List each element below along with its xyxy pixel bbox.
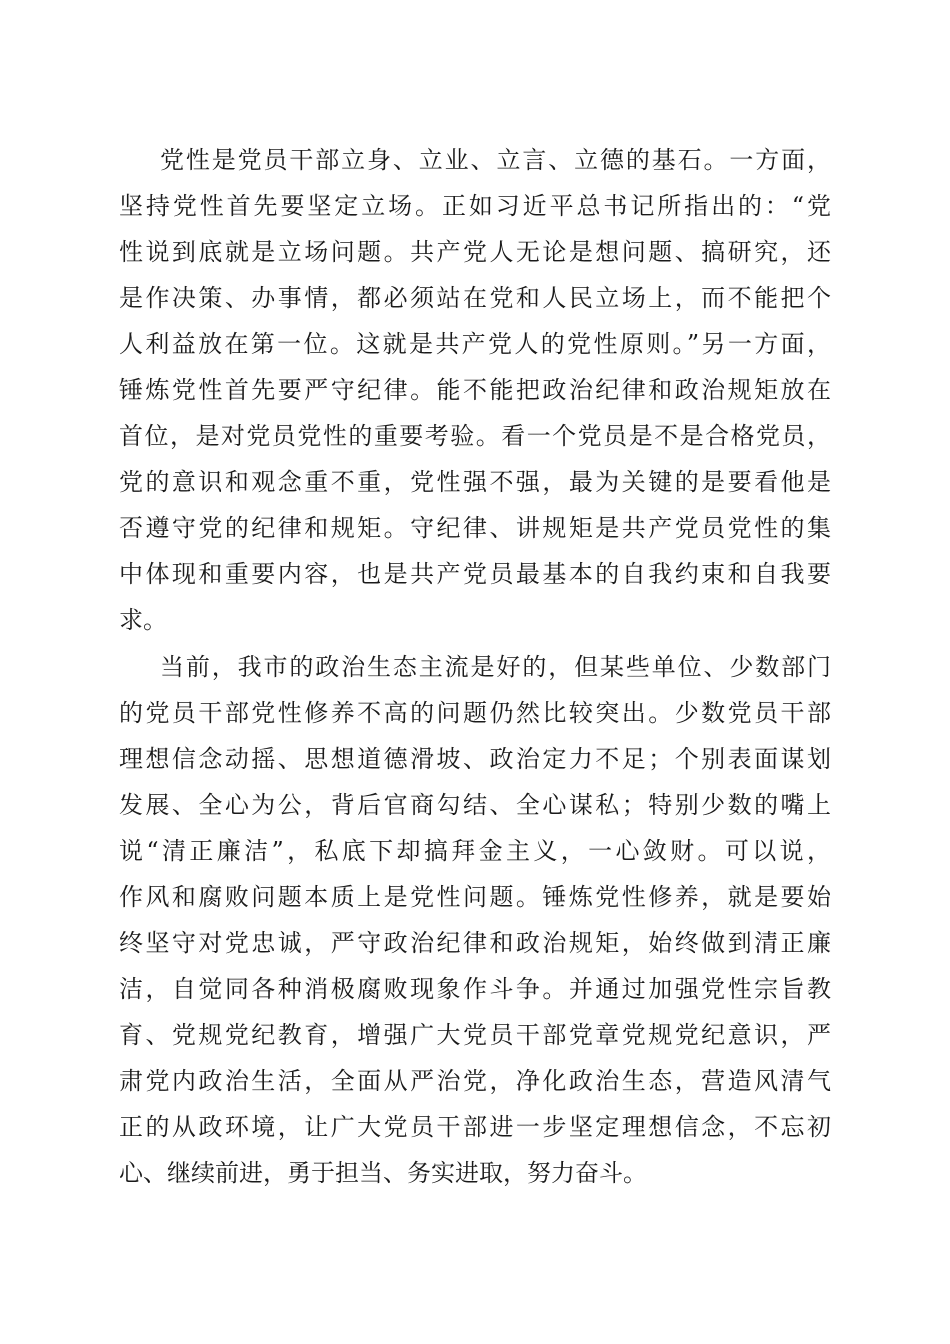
paragraph-line: 否遵守党的纪律和规矩。守纪律、讲规矩是共产党员党性的集 — [119, 514, 831, 542]
paragraph-line: 是作决策、办事情，都必须站在党和人民立场上，而不能把个 — [119, 284, 831, 312]
paragraph-line: 理想信念动摇、思想道德滑坡、政治定力不足；个别表面谋划 — [119, 745, 831, 773]
paragraph-line: 洁，自觉同各种消极腐败现象作斗争。并通过加强党性宗旨教 — [119, 975, 831, 1003]
paragraph-line: 求。 — [119, 606, 167, 634]
paragraph-line: 坚持党性首先要坚定立场。正如习近平总书记所指出的：“党 — [119, 192, 831, 220]
paragraph-line: 终坚守对党忠诚，严守政治纪律和政治规矩，始终做到清正廉 — [119, 929, 831, 957]
paragraph-line: 当前，我市的政治生态主流是好的，但某些单位、少数部门 — [160, 653, 831, 681]
paragraph-line: 锤炼党性首先要严守纪律。能不能把政治纪律和政治规矩放在 — [119, 376, 831, 404]
paragraph-line: 人利益放在第一位。这就是共产党人的党性原则。”另一方面， — [119, 330, 831, 358]
paragraph-line: 正的从政环境，让广大党员干部进一步坚定理想信念，不忘初 — [119, 1113, 831, 1141]
paragraph-line: 发展、全心为公，背后官商勾结、全心谋私；特别少数的嘴上 — [119, 791, 831, 819]
paragraph-line: 性说到底就是立场问题。共产党人无论是想问题、搞研究，还 — [119, 238, 831, 266]
paragraph-line: 育、党规党纪教育，增强广大党员干部党章党规党纪意识，严 — [119, 1021, 831, 1049]
paragraph-line: 心、继续前进，勇于担当、务实进取，努力奋斗。 — [119, 1159, 647, 1187]
paragraph-line: 作风和腐败问题本质上是党性问题。锤炼党性修养，就是要始 — [119, 883, 831, 911]
paragraph-line: 党性是党员干部立身、立业、立言、立德的基石。一方面， — [160, 146, 831, 174]
paragraph-line: 肃党内政治生活，全面从严治党，净化政治生态，营造风清气 — [119, 1067, 831, 1095]
paragraph-line: 首位，是对党员党性的重要考验。看一个党员是不是合格党员， — [119, 422, 831, 450]
paragraph-line: 的党员干部党性修养不高的问题仍然比较突出。少数党员干部 — [119, 699, 831, 727]
paragraph-line: 中体现和重要内容，也是共产党员最基本的自我约束和自我要 — [119, 560, 831, 588]
paragraph-line: 说“清正廉洁”，私底下却搞拜金主义，一心敛财。可以说， — [119, 837, 831, 865]
paragraph-line: 党的意识和观念重不重，党性强不强，最为关键的是要看他是 — [119, 468, 831, 496]
